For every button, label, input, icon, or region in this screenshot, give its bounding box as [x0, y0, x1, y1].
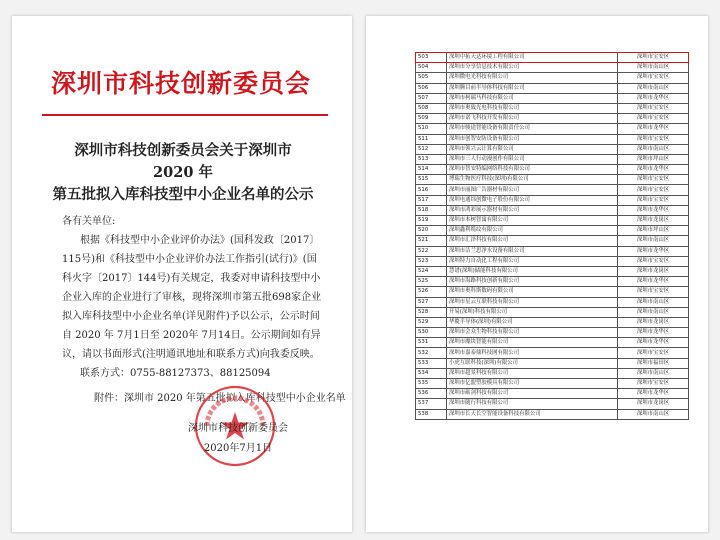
- table-row: [416, 134, 689, 144]
- district: 深圳市宝安区: [618, 348, 689, 358]
- row-number: 520: [416, 226, 447, 236]
- district: 深圳市南山区: [618, 368, 689, 378]
- district: 深圳市宝安区: [618, 185, 689, 195]
- district: 深圳市龙华区: [618, 338, 689, 348]
- table-row: [416, 83, 689, 93]
- district: 深圳市南山区: [618, 83, 689, 93]
- table-row: [416, 226, 689, 236]
- notice-body: [62, 212, 324, 383]
- table-row: [416, 266, 689, 276]
- notice-page: [12, 16, 352, 532]
- row-number: 533: [416, 358, 447, 368]
- company-name: 深圳市嘉泰鼎科技网有限公司: [447, 348, 618, 358]
- row-number: 528: [416, 307, 447, 317]
- row-number: 506: [416, 83, 447, 93]
- row-number: 529: [416, 317, 447, 327]
- company-name: 深圳腾目前半导体科技有限公司: [447, 83, 618, 93]
- table-row: [416, 297, 689, 307]
- company-name: 深圳市超景科技有限公司: [447, 368, 618, 378]
- district: 深圳市宝安区: [618, 195, 689, 205]
- company-name: 深圳市星云互联科技有限公司: [447, 297, 618, 307]
- district: 深圳市龙岗区: [618, 399, 689, 409]
- district: 深圳市南山区: [618, 144, 689, 154]
- row-number: 521: [416, 236, 447, 246]
- row-number: 537: [416, 399, 447, 409]
- row-number: 515: [416, 175, 447, 185]
- signature-block: [188, 419, 288, 459]
- row-number: 517: [416, 195, 447, 205]
- table-row: [416, 358, 689, 368]
- district: 深圳市龙华区: [618, 389, 689, 399]
- row-number: 508: [416, 103, 447, 113]
- district: 深圳市宝安区: [618, 114, 689, 124]
- row-number: 507: [416, 93, 447, 103]
- table-row: [416, 175, 689, 185]
- district: 深圳市宝安区: [618, 175, 689, 185]
- company-name: 深圳市汇泽科技有限公司: [447, 236, 618, 246]
- row-number: 535: [416, 379, 447, 389]
- table-row: [416, 328, 689, 338]
- company-name: 深圳市领兴云计算有限公司: [447, 144, 618, 154]
- district: 深圳市龙华区: [618, 246, 689, 256]
- district: 深圳市坪山区: [618, 154, 689, 164]
- company-name: 深圳市洁兰思净水设备有限公司: [447, 246, 618, 256]
- table-row: [416, 124, 689, 134]
- title-line-2: 第五批拟入库科技型中小企业名单的公示: [52, 186, 314, 203]
- district: 深圳市龙华区: [618, 165, 689, 175]
- company-name: 深圳市智安特编网络科技有限公司: [447, 165, 618, 175]
- district: 深圳市龙岗区: [618, 317, 689, 327]
- district: 深圳市龙华区: [618, 328, 689, 338]
- company-name: 深圳市长天长空智能设备科技有限公司: [447, 409, 618, 419]
- row-number: 527: [416, 297, 447, 307]
- row-number: 513: [416, 154, 447, 164]
- row-number: 526: [416, 287, 447, 297]
- table-row: [416, 379, 689, 389]
- company-name: 深圳市会众生物科技有限公司: [447, 328, 618, 338]
- district: 深圳市南山区: [618, 409, 689, 419]
- company-name: 深圳市诺飞科技开发有限公司: [447, 114, 618, 124]
- district: 深圳市福田区: [618, 358, 689, 368]
- row-number: 514: [416, 165, 447, 175]
- row-number: 518: [416, 205, 447, 215]
- district: 深圳市龙华区: [618, 277, 689, 287]
- table-row: [416, 338, 689, 348]
- table-row: [416, 144, 689, 154]
- table-row: [416, 348, 689, 358]
- row-number: 503: [416, 53, 447, 63]
- table-row: [416, 236, 689, 246]
- company-name: 深圳市柯瑞马科技有限公司: [447, 93, 618, 103]
- company-name: 深圳市亿盟塑胶模具有限公司: [447, 379, 618, 389]
- company-name: 深圳市砺剑科技有限公司: [447, 389, 618, 399]
- table-row: [416, 368, 689, 378]
- company-name: 开易(深圳)科技有限公司: [447, 307, 618, 317]
- company-name: 华慶半导体(深圳)有限公司: [447, 317, 618, 327]
- district: 深圳市宝安区: [618, 73, 689, 83]
- company-name: 深圳微电光科技有限公司: [447, 73, 618, 83]
- company-name: 深圳特力自动化工程有限公司: [447, 256, 618, 266]
- row-number: 511: [416, 134, 447, 144]
- table-row: [416, 307, 689, 317]
- district: 深圳市宝安区: [618, 134, 689, 144]
- district: 深圳市坪山区: [618, 226, 689, 236]
- row-number: 536: [416, 389, 447, 399]
- row-number: 524: [416, 266, 447, 276]
- attachment-line: 附件：深圳市 2020 年第五批拟入库科技型中小企业名单: [94, 393, 346, 404]
- table-row: [416, 317, 689, 327]
- table-row: [416, 205, 689, 215]
- company-name: 深圳市分享信息技术有限公司: [447, 63, 618, 73]
- district: 深圳市南山区: [618, 63, 689, 73]
- salutation: 各有关单位:: [62, 216, 116, 227]
- row-number: 512: [416, 144, 447, 154]
- issuer-header: 深圳市科技创新委员会: [50, 69, 311, 98]
- district: 深圳市龙华区: [618, 93, 689, 103]
- company-table: [415, 52, 689, 420]
- company-name: 深圳电通纬创微电子股份有限公司: [447, 195, 618, 205]
- district: 深圳市宝安区: [618, 256, 689, 266]
- company-name: 深圳市鸿彩展示器材有限公司: [447, 205, 618, 215]
- table-row: [416, 73, 689, 83]
- table-row: [416, 63, 689, 73]
- district: 深圳市龙华区: [618, 124, 689, 134]
- company-name: 深圳市创智安防设备有限公司: [447, 134, 618, 144]
- row-number: 522: [416, 246, 447, 256]
- table-row: [416, 165, 689, 175]
- company-name: 深圳中拓天达环境工程有限公司: [447, 53, 618, 63]
- row-number: 523: [416, 256, 447, 266]
- company-name: 慧谱(深圳)储能科技有限公司: [447, 266, 618, 276]
- district: 深圳市宝安区: [618, 287, 689, 297]
- company-name: 深圳市海路科技创新有限公司: [447, 277, 618, 287]
- notice-paragraph: 根据《科技型中小企业评价办法》(国科发政〔2017〕115号)和《科技型中小企业评价办法工作指引(试行)》(国科火字〔2017〕144号)有关规定，我委对申请科技型中小企业入库的企业进行了审核，现将深圳市第五批698家企业拟入库科技型中小企业名单(详见附件)予以公示，公示时间自 2020 年 7月1日至 2020年 7月14日。公示期间如有异议，请以书面形式(注明通讯地址和联系方式)向我委反映。: [62, 235, 322, 360]
- table-row: [416, 256, 689, 266]
- district: 深圳市宝安区: [618, 103, 689, 113]
- table-row: [416, 277, 689, 287]
- row-number: 532: [416, 348, 447, 358]
- district: 深圳市龙岗区: [618, 216, 689, 226]
- company-name: 深圳市奥致光电科技有限公司: [447, 103, 618, 113]
- table-row: [416, 287, 689, 297]
- red-divider: [42, 114, 328, 116]
- row-number: 504: [416, 63, 447, 73]
- row-number: 509: [416, 114, 447, 124]
- table-row: [416, 389, 689, 399]
- company-name: 深圳市本树智寓有限公司: [447, 216, 618, 226]
- company-name: 深圳市奥科斯数码有限公司: [447, 287, 618, 297]
- district: 深圳市南山区: [618, 236, 689, 246]
- company-list-page: [366, 16, 708, 532]
- table-row: [416, 114, 689, 124]
- table-row: [416, 53, 689, 63]
- signature-org: 深圳市科技创新委员会: [188, 423, 288, 434]
- table-row: [416, 195, 689, 205]
- table-row: [416, 103, 689, 113]
- company-name: 深圳鑫利缆纹有限公司: [447, 226, 618, 236]
- district: 深圳市南山区: [618, 307, 689, 317]
- row-number: 519: [416, 216, 447, 226]
- table-row: [416, 246, 689, 256]
- district: 深圳市龙华区: [618, 205, 689, 215]
- row-number: 530: [416, 328, 447, 338]
- district: 深圳市龙岗区: [618, 266, 689, 276]
- company-name: 博瑞生物医疗科技(深圳)有限公司: [447, 175, 618, 185]
- title-line-1: 深圳市科技创新委员会关于深圳市 2020 年: [74, 142, 292, 181]
- district: 深圳市宝安区: [618, 379, 689, 389]
- table-row: [416, 216, 689, 226]
- table-row: [416, 409, 689, 419]
- table-row: [416, 93, 689, 103]
- company-name: 深圳市随行科技有限公司: [447, 399, 618, 409]
- signature-date: 2020年7月1日: [203, 443, 273, 454]
- table-row: [416, 185, 689, 195]
- row-number: 531: [416, 338, 447, 348]
- row-number: 505: [416, 73, 447, 83]
- company-name: 深圳市骏途智能设备有限责任公司: [447, 124, 618, 134]
- row-number: 510: [416, 124, 447, 134]
- company-name: 深圳市丽图广告器材有限公司: [447, 185, 618, 195]
- row-number: 534: [416, 368, 447, 378]
- contact-line: 联系方式：0755-88127373、88125094: [80, 368, 271, 379]
- row-number: 525: [416, 277, 447, 287]
- table-row: [416, 399, 689, 409]
- company-name: 深圳市三人行动漫创作有限公司: [447, 154, 618, 164]
- district: 深圳市南山区: [618, 297, 689, 307]
- company-name: 小虎互联科技(深圳)有限公司: [447, 358, 618, 368]
- row-number: 516: [416, 185, 447, 195]
- table-row: [416, 154, 689, 164]
- document-title: [52, 140, 314, 206]
- row-number: 538: [416, 409, 447, 419]
- company-name: 深圳市魔块智能有限公司: [447, 338, 618, 348]
- district: 深圳市宝安区: [618, 53, 689, 63]
